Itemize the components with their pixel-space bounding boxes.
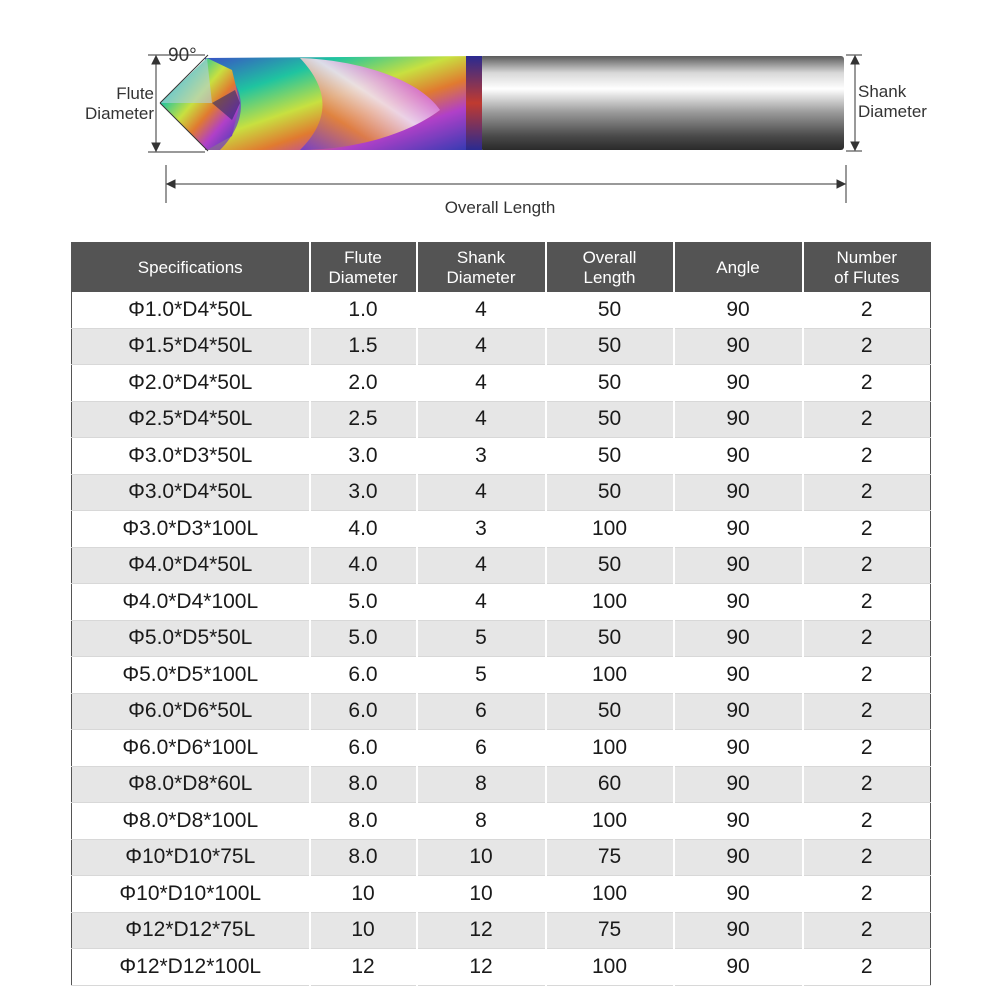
table-row <box>72 803 931 840</box>
flutes-cell: 2 <box>803 511 931 548</box>
flutes-cell: 2 <box>803 803 931 840</box>
spec-cell: Φ3.0*D3*50L <box>72 438 310 475</box>
spec-cell: Φ3.0*D4*50L <box>72 474 310 511</box>
table-row <box>72 401 931 438</box>
shank-diameter-cell: 4 <box>417 292 546 328</box>
shank-diameter-cell: 10 <box>417 839 546 876</box>
table-row <box>72 547 931 584</box>
flute-diameter-cell: 10 <box>310 876 417 913</box>
shank-diameter-cell: 5 <box>417 620 546 657</box>
table-row <box>72 438 931 475</box>
spec-cell: Φ2.5*D4*50L <box>72 401 310 438</box>
header-text: Number <box>836 247 897 267</box>
shank-diameter-cell: 5 <box>417 657 546 694</box>
overall-length-cell: 50 <box>546 474 674 511</box>
shank-diameter-cell: 8 <box>417 803 546 840</box>
flute-diameter-cell: 8.0 <box>310 766 417 803</box>
header-text: Shank <box>456 247 506 267</box>
spec-cell: Φ10*D10*100L <box>72 876 310 913</box>
angle-cell: 90 <box>674 949 803 986</box>
shank-diameter-cell: 12 <box>417 949 546 986</box>
angle-cell: 90 <box>674 584 803 621</box>
drill-tip <box>160 58 240 150</box>
flutes-cell: 2 <box>803 401 931 438</box>
flute-diameter-cell: 2.0 <box>310 365 417 402</box>
flutes-cell: 2 <box>803 730 931 767</box>
overall-length-cell: 100 <box>546 657 674 694</box>
flutes-cell: 2 <box>803 949 931 986</box>
flute-diameter-cell: 6.0 <box>310 730 417 767</box>
header-text: Specifications <box>137 257 243 277</box>
flutes-cell: 2 <box>803 438 931 475</box>
flute-diameter-cell: 5.0 <box>310 620 417 657</box>
overall-length-cell: 50 <box>546 365 674 402</box>
flutes-cell: 2 <box>803 620 931 657</box>
angle-label: 90° <box>168 45 197 66</box>
flute-body <box>205 56 482 150</box>
flutes-cell: 2 <box>803 474 931 511</box>
header-row <box>72 243 931 293</box>
header-angle <box>674 243 803 293</box>
flute-diameter-cell: 4.0 <box>310 511 417 548</box>
shank-diameter-cell: 4 <box>417 584 546 621</box>
overall-length-cell: 50 <box>546 328 674 365</box>
angle-cell: 90 <box>674 766 803 803</box>
header-text: Diameter <box>328 267 398 287</box>
flute-diameter-cell: 10 <box>310 912 417 949</box>
spec-cell: Φ4.0*D4*100L <box>72 584 310 621</box>
table-row <box>72 766 931 803</box>
angle-cell: 90 <box>674 365 803 402</box>
flutes-cell: 2 <box>803 547 931 584</box>
shank-diameter-cell: 6 <box>417 693 546 730</box>
header-shank-diameter <box>417 243 546 293</box>
flute-diameter-cell: 6.0 <box>310 657 417 694</box>
header-specifications <box>72 243 310 293</box>
overall-length-cell: 100 <box>546 876 674 913</box>
flute-diameter-cell: 3.0 <box>310 474 417 511</box>
shank-diameter-cell: 4 <box>417 474 546 511</box>
shank-diameter-cell: 3 <box>417 438 546 475</box>
flutes-cell: 2 <box>803 292 931 328</box>
angle-cell: 90 <box>674 401 803 438</box>
flute-diameter-cell: 4.0 <box>310 547 417 584</box>
spec-cell: Φ8.0*D8*60L <box>72 766 310 803</box>
flute-diameter-cell: 12 <box>310 949 417 986</box>
table-header <box>72 243 931 293</box>
table-row <box>72 511 931 548</box>
flute-diameter-label-line1: Flute <box>116 84 154 103</box>
spec-cell: Φ5.0*D5*100L <box>72 657 310 694</box>
flute-diameter-cell: 8.0 <box>310 803 417 840</box>
spec-cell: Φ8.0*D8*100L <box>72 803 310 840</box>
overall-length-cell: 100 <box>546 511 674 548</box>
flute-diameter-cell: 8.0 <box>310 839 417 876</box>
flute-diameter-cell: 3.0 <box>310 438 417 475</box>
shank-diameter-cell: 4 <box>417 328 546 365</box>
flute-diameter-cell: 2.5 <box>310 401 417 438</box>
overall-length-cell: 75 <box>546 912 674 949</box>
spec-cell: Φ12*D12*100L <box>72 949 310 986</box>
shank-diameter-label <box>858 82 927 122</box>
angle-cell: 90 <box>674 474 803 511</box>
angle-cell: 90 <box>674 657 803 694</box>
table-row <box>72 876 931 913</box>
shank-diameter-cell: 10 <box>417 876 546 913</box>
angle-cell: 90 <box>674 730 803 767</box>
flutes-cell: 2 <box>803 365 931 402</box>
table-row <box>72 620 931 657</box>
flutes-cell: 2 <box>803 839 931 876</box>
spec-cell: Φ4.0*D4*50L <box>72 547 310 584</box>
shank-diameter-cell: 4 <box>417 401 546 438</box>
angle-cell: 90 <box>674 876 803 913</box>
spec-cell: Φ3.0*D3*100L <box>72 511 310 548</box>
overall-length-cell: 100 <box>546 730 674 767</box>
header-text: Diameter <box>446 267 516 287</box>
flutes-cell: 2 <box>803 912 931 949</box>
shank-diameter-cell: 8 <box>417 766 546 803</box>
header-overall-length <box>546 243 674 293</box>
table-row <box>72 912 931 949</box>
angle-cell: 90 <box>674 547 803 584</box>
table-row <box>72 730 931 767</box>
flutes-cell: 2 <box>803 657 931 694</box>
header-text: Angle <box>716 257 760 277</box>
header-text: Length <box>583 267 636 287</box>
spec-cell: Φ6.0*D6*50L <box>72 693 310 730</box>
spec-cell: Φ10*D10*75L <box>72 839 310 876</box>
header-number-of-flutes <box>803 243 931 293</box>
spec-cell: Φ6.0*D6*100L <box>72 730 310 767</box>
header-text: of Flutes <box>834 267 900 287</box>
spec-cell: Φ12*D12*75L <box>72 912 310 949</box>
angle-cell: 90 <box>674 620 803 657</box>
table-row <box>72 839 931 876</box>
flutes-cell: 2 <box>803 693 931 730</box>
flutes-cell: 2 <box>803 328 931 365</box>
angle-cell: 90 <box>674 803 803 840</box>
overall-length-label: Overall Length <box>444 198 556 217</box>
shank-diameter-label-line1: Shank <box>858 82 907 101</box>
shank-diameter-cell: 4 <box>417 365 546 402</box>
table-row <box>72 657 931 694</box>
flute-diameter-cell: 1.5 <box>310 328 417 365</box>
flutes-cell: 2 <box>803 766 931 803</box>
angle-cell: 90 <box>674 693 803 730</box>
header-flute-diameter <box>310 243 417 293</box>
flutes-cell: 2 <box>803 584 931 621</box>
table-row <box>72 584 931 621</box>
angle-cell: 90 <box>674 438 803 475</box>
flute-diameter-cell: 5.0 <box>310 584 417 621</box>
spec-cell: Φ1.0*D4*50L <box>72 292 310 328</box>
overall-length-cell: 100 <box>546 584 674 621</box>
overall-length-cell: 50 <box>546 401 674 438</box>
shank <box>480 56 844 150</box>
shank-diameter-cell: 4 <box>417 547 546 584</box>
drill-diagram <box>0 0 1000 235</box>
spec-cell: Φ1.5*D4*50L <box>72 328 310 365</box>
shank-diameter-label-line2: Diameter <box>858 102 927 121</box>
flute-diameter-label <box>62 84 154 124</box>
flute-diameter-label-line2: Diameter <box>85 104 154 123</box>
table-row <box>72 328 931 365</box>
table-row <box>72 365 931 402</box>
flutes-cell: 2 <box>803 876 931 913</box>
spec-cell: Φ2.0*D4*50L <box>72 365 310 402</box>
shank-diameter-cell: 3 <box>417 511 546 548</box>
overall-length-cell: 100 <box>546 803 674 840</box>
angle-cell: 90 <box>674 511 803 548</box>
shank-diameter-cell: 12 <box>417 912 546 949</box>
angle-cell: 90 <box>674 292 803 328</box>
angle-cell: 90 <box>674 839 803 876</box>
angle-cell: 90 <box>674 328 803 365</box>
table-body <box>72 292 931 985</box>
header-text: Overall <box>582 247 637 267</box>
shank-diameter-cell: 6 <box>417 730 546 767</box>
header-text: Flute <box>344 247 382 267</box>
overall-length-cell: 75 <box>546 839 674 876</box>
flute-diameter-cell: 6.0 <box>310 693 417 730</box>
angle-cell: 90 <box>674 912 803 949</box>
table-row <box>72 693 931 730</box>
table-row <box>72 949 931 986</box>
overall-length-cell: 60 <box>546 766 674 803</box>
table-row <box>72 474 931 511</box>
overall-length-cell: 50 <box>546 620 674 657</box>
overall-length-cell: 50 <box>546 547 674 584</box>
overall-length-cell: 50 <box>546 693 674 730</box>
overall-length-cell: 50 <box>546 292 674 328</box>
specifications-table <box>71 242 931 986</box>
table-row <box>72 292 931 328</box>
overall-length-cell: 50 <box>546 438 674 475</box>
spec-cell: Φ5.0*D5*50L <box>72 620 310 657</box>
flute-diameter-cell: 1.0 <box>310 292 417 328</box>
overall-length-cell: 100 <box>546 949 674 986</box>
